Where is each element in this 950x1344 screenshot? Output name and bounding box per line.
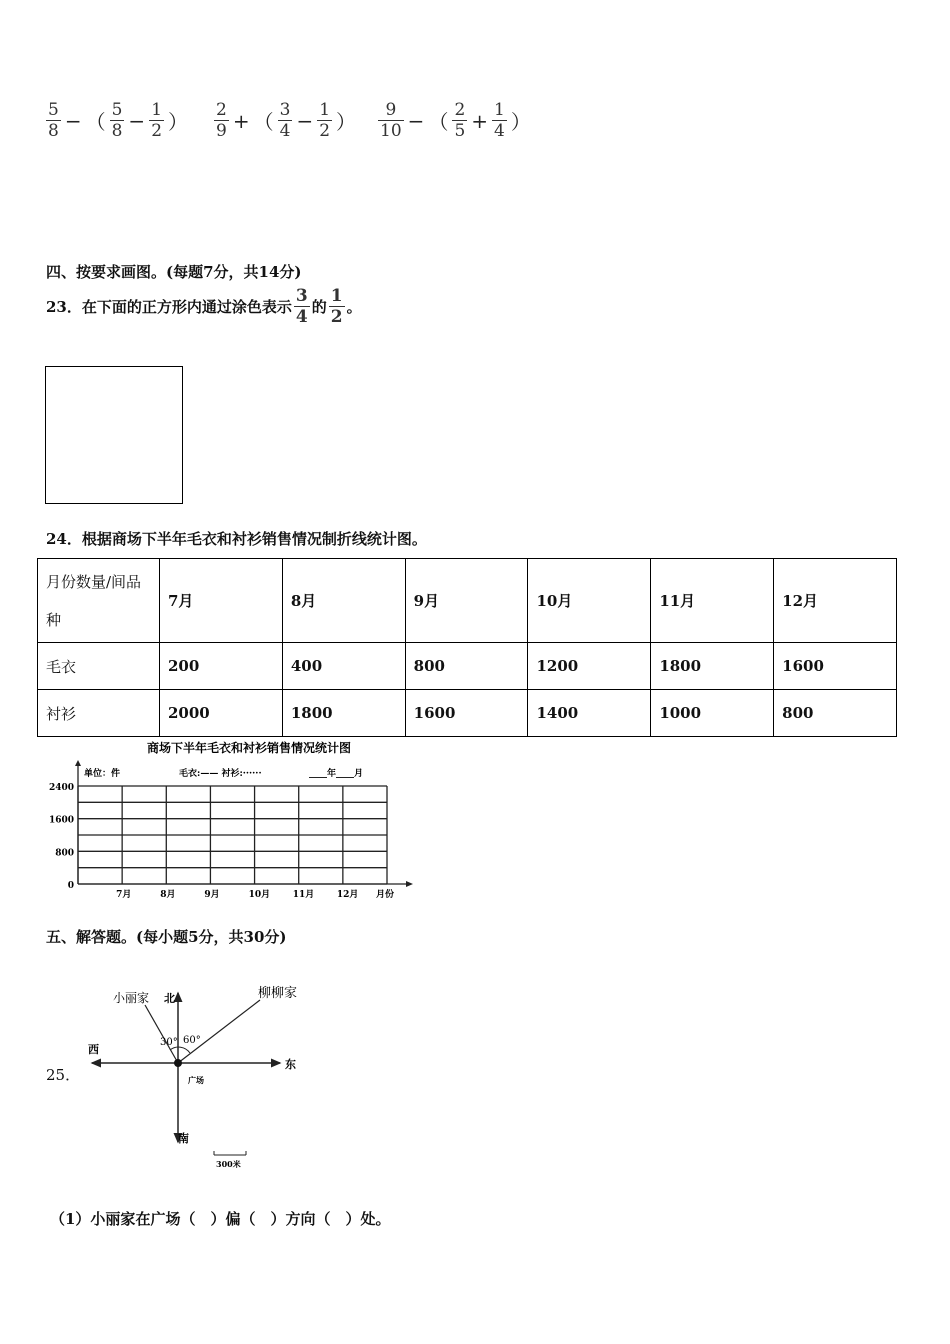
x-tick-label: 10月 bbox=[248, 890, 271, 900]
scale-label: 300米 bbox=[216, 1159, 241, 1169]
text: 9 bbox=[216, 121, 227, 141]
expression bbox=[212, 100, 358, 141]
x-tick-label: 11月 bbox=[292, 890, 315, 900]
month-header: 9月 bbox=[405, 559, 528, 643]
x-axis-label: 月份 bbox=[376, 890, 395, 900]
plaza-label: 广场 bbox=[188, 1075, 204, 1085]
drawing-square[interactable] bbox=[45, 366, 183, 504]
q25-number: 25． bbox=[46, 1066, 81, 1084]
text: 5 bbox=[48, 100, 59, 120]
fraction bbox=[278, 100, 293, 141]
text: （ bbox=[428, 110, 449, 134]
q23-suffix: 。 bbox=[346, 298, 362, 316]
fraction bbox=[294, 286, 310, 327]
month-header: 12月 bbox=[774, 559, 897, 643]
table-cell: 1200 bbox=[528, 643, 651, 690]
month-header: 7月 bbox=[160, 559, 283, 643]
fraction bbox=[317, 100, 332, 141]
y-tick-label: 0 bbox=[67, 881, 74, 891]
text: 1 bbox=[319, 100, 331, 120]
chart-unit: 单位：件 bbox=[84, 769, 121, 779]
section5-heading: 五、解答题。(每小题5分，共30分) bbox=[46, 928, 287, 946]
compass-diagram bbox=[80, 975, 340, 1175]
table-row bbox=[38, 643, 897, 690]
angle-60: 60° bbox=[183, 1035, 201, 1046]
q24-text: 24．根据商场下半年毛衣和衬衫销售情况制折线统计图。 bbox=[46, 530, 427, 548]
text: 月份数量/间品 bbox=[46, 572, 142, 591]
x-axis-arrow bbox=[406, 881, 413, 887]
table-cell: 1600 bbox=[405, 690, 528, 737]
fraction bbox=[110, 100, 125, 141]
text: 9 bbox=[385, 100, 397, 120]
text: 4 bbox=[279, 121, 291, 141]
section4-heading: 四、按要求画图。(每题7分，共14分) bbox=[46, 263, 302, 281]
text: 2 bbox=[216, 100, 227, 120]
month-header: 10月 bbox=[528, 559, 651, 643]
x-tick-label: 9月 bbox=[204, 890, 220, 900]
fraction bbox=[452, 100, 467, 141]
text: 8 bbox=[48, 121, 59, 141]
table-cell: 1400 bbox=[528, 690, 651, 737]
south-label: 南 bbox=[178, 1132, 189, 1145]
x-tick-label: 8月 bbox=[160, 890, 176, 900]
expression bbox=[376, 100, 533, 141]
table-cell: 800 bbox=[405, 643, 528, 690]
table-cell: 200 bbox=[160, 643, 283, 690]
text: ） bbox=[510, 110, 531, 134]
text: 1 bbox=[151, 100, 163, 120]
table-row bbox=[38, 690, 897, 737]
sales-table bbox=[37, 558, 897, 737]
xiaoli-home-label: 小丽家 bbox=[113, 991, 150, 1005]
table-header-row bbox=[38, 559, 897, 643]
month-header: 11月 bbox=[651, 559, 774, 643]
fraction bbox=[149, 100, 164, 141]
month-header: 8月 bbox=[282, 559, 405, 643]
x-tick-label: 7月 bbox=[116, 890, 132, 900]
fraction bbox=[378, 100, 404, 141]
table-cell: 1600 bbox=[774, 643, 897, 690]
text: 4 bbox=[494, 121, 505, 141]
text: 1 bbox=[330, 286, 343, 306]
table-cell: 2000 bbox=[160, 690, 283, 737]
y-tick-label: 800 bbox=[55, 848, 74, 859]
text: 8 bbox=[111, 121, 123, 141]
line-chart-grid bbox=[44, 738, 424, 903]
text: 3 bbox=[279, 100, 291, 120]
text: + bbox=[471, 108, 489, 133]
liu-home-label: 柳柳家 bbox=[258, 986, 298, 1001]
north-label: 北 bbox=[164, 992, 175, 1005]
expression bbox=[44, 100, 190, 141]
text: − bbox=[64, 108, 82, 133]
chart-title: 商场下半年毛衣和衬衫销售情况统计图 bbox=[146, 741, 352, 755]
row-name: 毛衣 bbox=[38, 643, 160, 690]
x-tick-label: 12月 bbox=[336, 890, 359, 900]
expression-row bbox=[44, 100, 551, 141]
row-name: 衬衫 bbox=[38, 690, 160, 737]
west-label: 西 bbox=[88, 1043, 99, 1056]
q25-sub1: （1）小丽家在广场（ ）偏（ ）方向（ ）处。 bbox=[50, 1210, 391, 1228]
text: 2 bbox=[330, 307, 343, 327]
text: ） bbox=[336, 110, 357, 134]
table-cell: 800 bbox=[774, 690, 897, 737]
table-cell: 1800 bbox=[651, 643, 774, 690]
fraction bbox=[492, 100, 507, 141]
table-cell: 400 bbox=[282, 643, 405, 690]
text: 2 bbox=[151, 121, 163, 141]
fraction bbox=[329, 286, 345, 327]
table-cell: 1800 bbox=[282, 690, 405, 737]
text: 2 bbox=[454, 100, 466, 120]
text: + bbox=[232, 108, 250, 133]
text: 3 bbox=[295, 286, 308, 306]
y-tick-label: 2400 bbox=[48, 783, 74, 793]
east-label: 东 bbox=[285, 1058, 296, 1071]
text: ） bbox=[168, 110, 189, 134]
text: − bbox=[407, 108, 425, 133]
chart-legend: 毛衣:—— 衬衫:······ bbox=[179, 769, 262, 779]
text: （ bbox=[253, 110, 274, 134]
text: 种 bbox=[46, 610, 62, 629]
table-cell: 1000 bbox=[651, 690, 774, 737]
q23-mid: 的 bbox=[311, 298, 327, 316]
text: 10 bbox=[380, 121, 402, 141]
text: 1 bbox=[494, 100, 505, 120]
q23-prefix: 23．在下面的正方形内通过涂色表示 bbox=[46, 298, 292, 316]
angle-30: 30° bbox=[160, 1037, 178, 1048]
text: 2 bbox=[319, 121, 331, 141]
text: （ bbox=[85, 110, 106, 134]
q23-text bbox=[46, 286, 362, 327]
text: 4 bbox=[295, 307, 308, 327]
y-axis-arrow bbox=[75, 760, 81, 766]
fraction bbox=[46, 100, 61, 141]
text: 5 bbox=[111, 100, 123, 120]
text: − bbox=[296, 108, 314, 133]
text: 5 bbox=[454, 121, 466, 141]
y-tick-label: 1600 bbox=[48, 815, 74, 826]
chart-date: ____年____月 bbox=[309, 769, 364, 779]
text: − bbox=[128, 108, 146, 133]
header-cell bbox=[38, 559, 160, 643]
fraction bbox=[214, 100, 229, 141]
